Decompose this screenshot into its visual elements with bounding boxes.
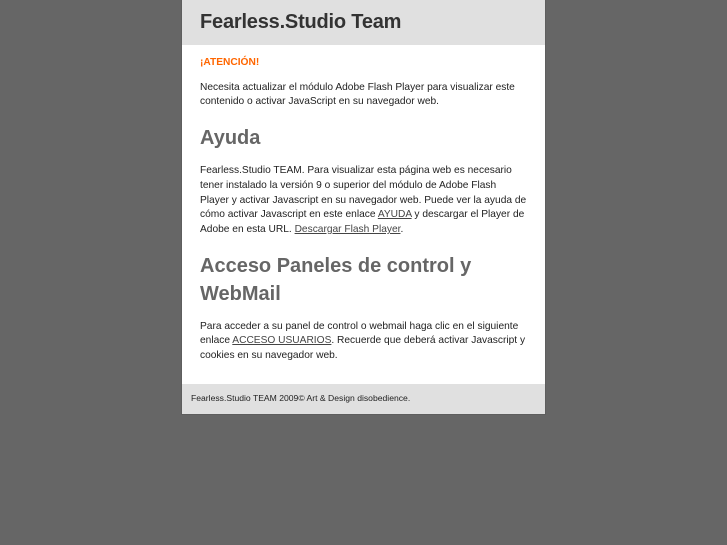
access-heading: Acceso Paneles de control y WebMail [200,254,472,305]
help-paragraph [200,164,527,238]
help-text-part-3: . [400,223,404,235]
help-heading: Ayuda [200,127,261,150]
header-bar [182,0,545,45]
help-text-part-1: Fearless.Studio TEAM. Para visualizar esta página web es necesario tener instalado la versión 9 o superior del módulo de Adobe Flash Player y activar Javascript en su navegador web. Puede ver la ayuda de cómo activar Javascript en este enlace [200,165,527,221]
main-content [182,45,545,384]
alert-label: ¡ATENCIÓN! [200,57,260,68]
help-text-part-2: y descargar el Player de Adobe en esta URL. [200,209,525,235]
access-text-part-1: Para acceder a su panel de control o webmail haga clic en el siguiente enlace [200,320,519,347]
site-title: Fearless.Studio Team [200,11,402,33]
help-link[interactable]: AYUDA [377,209,412,221]
download-flash-link[interactable]: Descargar Flash Player [294,223,401,235]
footer-text: Fearless.Studio TEAM 2009© Art & Design disobedience. [191,392,411,403]
access-paragraph [200,320,527,364]
page-container [182,0,545,414]
footer-bar [182,384,545,414]
access-text-part-2: . Recuerde que deberá activar Javascript y cookies en su navegador web. [200,335,526,362]
flash-notice-text: Necesita actualizar el módulo Adobe Flash Player para visualizar este contenido o activar JavaScript en su navegador web. [200,81,515,108]
user-access-link[interactable]: ACCESO USUARIOS [232,335,332,347]
